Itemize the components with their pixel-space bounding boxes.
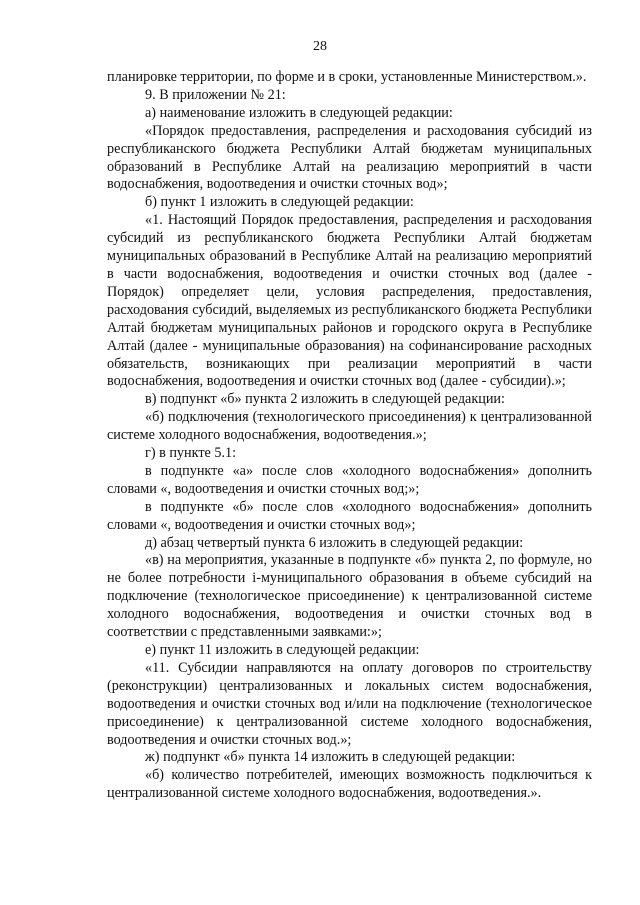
- paragraph-subitem-d: д) абзац четвертый пункта 6 изложить в следующей редакции:: [145, 534, 524, 551]
- paragraph-quote-subpoint-v: «в) на мероприятия, указанные в подпункте «б» пункта 2, по формуле, но не более потребности i-муниципального образования в объеме субсидий на подключение (технологическое присоединение) к централизованной системе холодного водоснабжения, водоотведения и очистки сточных вод в соответствии с представленными заявками:»;: [107, 552, 592, 641]
- paragraph-quote-point-1: «1. Настоящий Порядок предоставления, распределения и расходования субсидий из республиканского бюджета Республики Алтай бюджетам муниципальных образований в Республике Алтай на реализацию мероприятий в части водоснабжения, водоотведения и очистки сточных вод (далее - Порядок) определяет цели, условия распределения, предоставления, расходования субсидий, выделяемых из республиканского бюджета Республики Алтай бюджетам муниципальных районов и городского округа в Республике Алтай (далее - муниципальные образования) на софинансирование расходных обязательств, возникающих при реализации мероприятий в части водоснабжения, водоотведения и очистки сточных вод (далее - субсидии).»;: [107, 212, 592, 390]
- paragraph-item-9: 9. В приложении № 21:: [145, 86, 286, 103]
- paragraph-quote-title: «Порядок предоставления, распределения и расходования субсидий из республиканского бюджета Республики Алтай бюджетам муниципальных образований в Республике Алтай на реализацию мероприятий в части водоснабжения, водоотведения и очистки сточных вод»;: [107, 122, 592, 193]
- paragraph-subitem-zh: ж) подпункт «б» пункта 14 изложить в следующей редакции:: [145, 749, 516, 766]
- paragraph-amend-b: в подпункте «б» после слов «холодного водоснабжения» дополнить словами «, водоотведения и очистки сточных вод»;: [107, 498, 592, 533]
- paragraph-quote-subpoint-b-14: «б) количество потребителей, имеющих возможность подключиться к централизованной системе холодного водоснабжения, водоотведения.».: [107, 767, 592, 802]
- paragraph-subitem-e: е) пункт 11 изложить в следующей редакции:: [145, 642, 420, 658]
- document-body: [107, 69, 592, 803]
- paragraph-subitem-g: г) в пункте 5.1:: [145, 445, 237, 462]
- paragraph-subitem-v: в) подпункт «б» пункта 2 изложить в следующей редакции:: [145, 391, 505, 408]
- page-number: 28: [313, 39, 327, 54]
- paragraph-subitem-b: б) пункт 1 изложить в следующей редакции:: [145, 194, 414, 211]
- paragraph-continuation: планировке территории, по форме и в сроки, установленные Министерством.».: [107, 69, 587, 85]
- paragraph-quote-subpoint-b: «б) подключения (технологического присоединения) к централизованной системе холодного водоснабжения, водоотведения.»;: [107, 409, 592, 444]
- paragraph-subitem-a: а) наименование изложить в следующей редакции:: [145, 104, 453, 121]
- paragraph-amend-a: в подпункте «а» после слов «холодного водоснабжения» дополнить словами «, водоотведения и очистки сточных вод;»;: [107, 462, 592, 497]
- paragraph-quote-point-11: «11. Субсидии направляются на оплату договоров по строительству (реконструкции) централизованных и локальных систем водоснабжения, водоотведения и очистки сточных вод и/или на подключение (технологическое присоединение) к централизованной системе холодного водоснабжения, водоотведения и очистки сточных вод.»;: [107, 659, 592, 748]
